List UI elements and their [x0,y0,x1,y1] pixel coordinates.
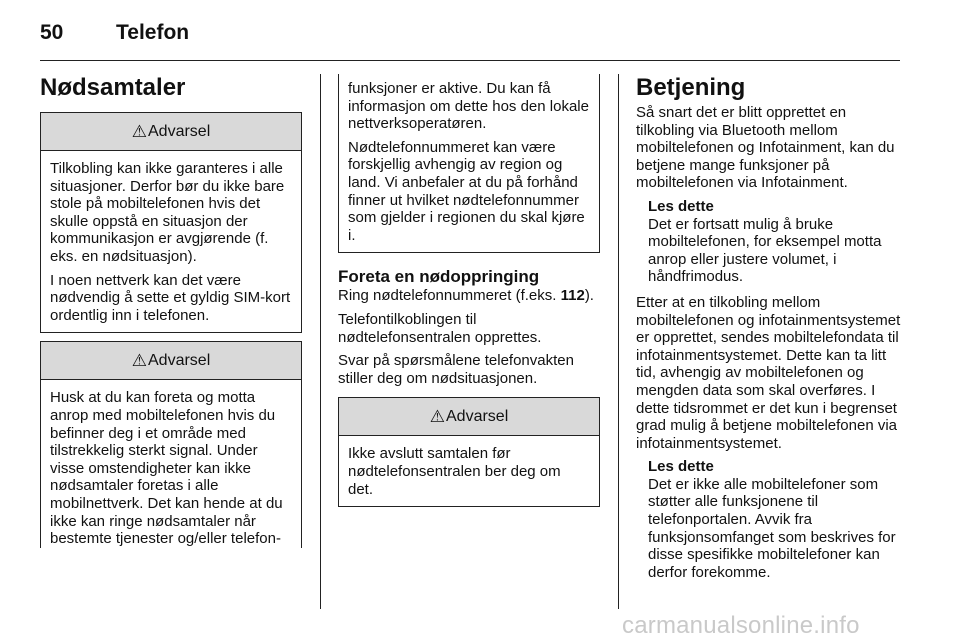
page-number: 50 [40,21,64,44]
section-heading: Nødsamtaler [40,74,186,101]
warning-box-continued [338,74,600,253]
warning-box [40,341,302,547]
section-heading: Betjening [636,74,746,101]
note-title: Les dette [648,197,714,215]
warning-text: Ikke avslutt samtalen før nødtelefonsentralen ber deg om det. [348,445,561,498]
column-2 [338,74,600,507]
warning-body [339,436,599,506]
warning-body [41,151,301,332]
header-rule [40,60,900,61]
emergency-number: 112 [560,287,585,305]
column-divider [618,74,619,609]
warning-label: Advarsel [148,352,211,370]
warning-header [339,398,599,436]
warning-label: Advarsel [148,122,211,140]
body-text: Telefontilkoblingen til nødtelefonsentralen opprettes. [338,310,542,346]
column-3 [636,66,902,589]
warning-body [339,74,599,252]
warning-icon: ⚠ [131,121,147,141]
warning-icon: ⚠ [429,407,445,427]
warning-text: Tilkobling kan ikke garanteres i alle situasjoner. Derfor bør du ikke bare stole på mobiltelefonen hvis det skulle oppstå en situasjon der kommunikasjon er avgjørende (f. eks. en nødsituasjon). [50,160,285,265]
note-title: Les dette [648,458,714,476]
warning-icon: ⚠ [131,351,147,371]
body-text [338,287,600,305]
body-text: Så snart det er blitt opprettet en tilkobling via Bluetooth mellom mobiltelefonen og Infotainment, kan du betjene mange funksjoner på mobiltelefonen via Infotainment. [636,104,895,192]
note-body: Det er ikke alle mobiltelefoner som støtter alle funksjonene til telefonportalen. Avvik fra funksjonsomfanget som beskrives for disse spesifikke mobiltelefoner kan derfor forekomme. [648,475,896,581]
page-title: Telefon [116,21,190,44]
warning-box [40,112,302,333]
warning-box [338,397,600,507]
body-text: Etter at en tilkobling mellom mobiltelefonen og infotainmentsystemet er opprettet, sendes mobiltelefondata til infotainmentsystemet. Dette kan ta litt tid, avhengig av mobiltelefonen og mengden data som skal overføres. I dette tidsrommet er det kun i begrenset grad mulig å betjene mobiltelefonen via infotainmentsystemet. [636,293,901,452]
note [636,198,902,286]
warning-text: Husk at du kan foreta og motta anrop med mobiltelefonen hvis du befinner deg i et område med tilstrekkelig sterkt signal. Under visse omstendigheter kan ikke nødsamtaler foretas i alle mobilnettverk. Det kan hende at du ikke kan ringe nødsamtaler når bestemte tjenester og/eller telefon- [50,389,283,548]
warning-header [41,113,301,151]
body-text-part: ). [584,287,594,305]
warning-text: funksjoner er aktive. Du kan få informasjon om dette hos den lokale nettverksoperatøren. [348,80,589,133]
note-body: Det er fortsatt mulig å bruke mobiltelefonen, for eksempel motta anrop eller justere volumet, i håndfrimodus. [648,215,882,286]
warning-body [41,380,301,547]
warning-text: Nødtelefonnummeret kan være forskjellig avhengig av region og land. Vi anbefaler at du på forhånd finner ut hvilket nødtelefonnummer som gjelder i regionen du skal kjøre i. [348,138,585,244]
subsection-heading: Foreta en nødoppringing [338,267,540,287]
body-text: Svar på spørsmålene telefonvakten stiller deg om nødsituasjonen. [338,352,574,387]
note [636,458,902,581]
warning-text: I noen nettverk kan det være nødvendig å sette et gyldig SIM-kort ordentlig inn i telefonen. [50,271,291,324]
warning-label: Advarsel [446,408,509,426]
warning-header [41,342,301,380]
body-text-part: Ring nødtelefonnummeret (f.eks. [338,287,561,305]
column-divider [320,74,321,609]
watermark: carmanualsonline.info [622,612,860,639]
column-1 [40,66,302,548]
page-header [40,18,189,48]
